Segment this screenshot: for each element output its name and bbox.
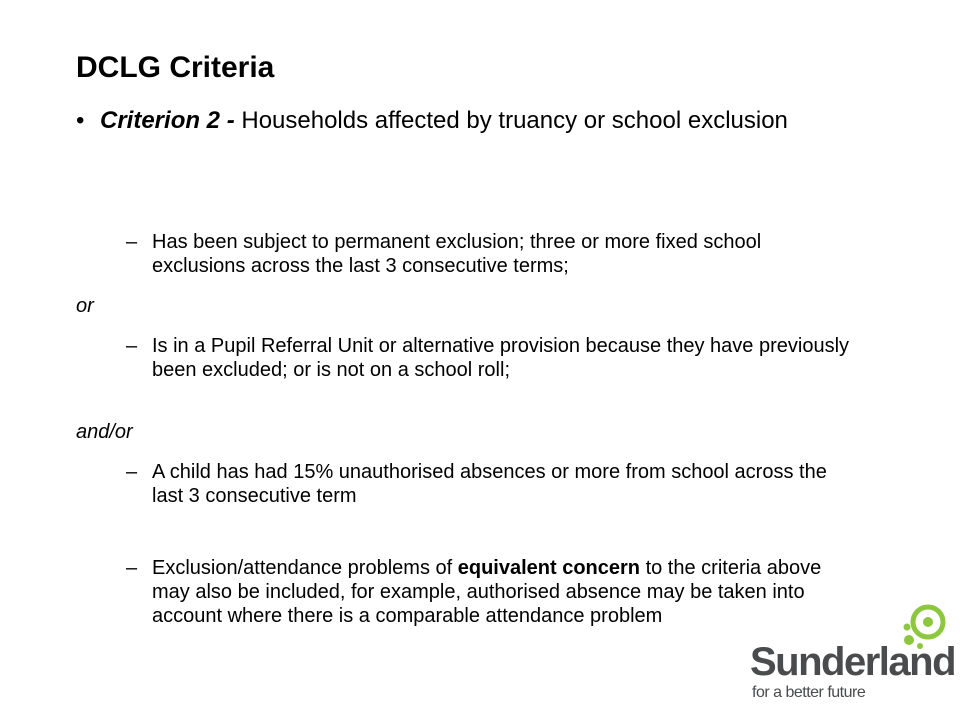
slide-title: DCLG Criteria bbox=[76, 51, 275, 84]
criterion-description: Households affected by truancy or school exclusion bbox=[234, 107, 788, 134]
connector-or: or bbox=[76, 295, 94, 317]
dash: – bbox=[126, 461, 138, 483]
text-after: to the criteria above may also be included, for example, authorised absence may be taken into account where there is a comparable attendance problem bbox=[152, 557, 822, 627]
emphasis-text: equivalent concern bbox=[457, 557, 641, 579]
dash: – bbox=[126, 231, 138, 253]
list-item-text: Is in a Pupil Referral Unit or alternative provision because they have previously been excluded; or is not on a school roll; bbox=[152, 335, 850, 381]
connector-and-or: and/or bbox=[76, 421, 133, 443]
text-before: Exclusion/attendance problems of bbox=[152, 557, 458, 579]
list-item-text bbox=[152, 556, 852, 628]
logo-wordmark: Sunderland bbox=[750, 640, 956, 684]
sunderland-logo bbox=[750, 600, 956, 710]
bullet-text bbox=[100, 106, 836, 136]
criterion-label: Criterion 2 - bbox=[100, 107, 235, 134]
dash: – bbox=[126, 335, 138, 357]
list-item-text: A child has had 15% unauthorised absences or more from school across the last 3 consecutive term bbox=[152, 461, 827, 507]
list-item-text: Has been subject to permanent exclusion; three or more fixed school exclusions across the last 3 consecutive terms; bbox=[152, 231, 762, 277]
logo-tagline: for a better future bbox=[752, 684, 866, 701]
bullet-dot: • bbox=[76, 107, 85, 134]
dash: – bbox=[126, 557, 138, 579]
